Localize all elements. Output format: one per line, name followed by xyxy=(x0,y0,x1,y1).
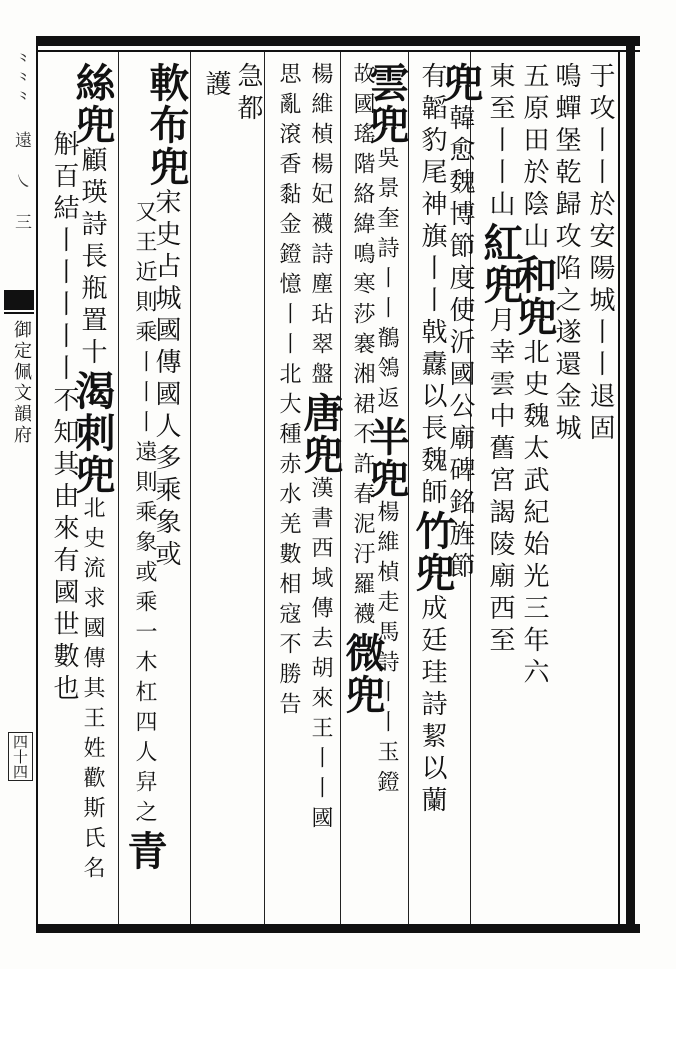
frame-top-thin-rule xyxy=(36,50,640,52)
frame-top-rule xyxy=(36,36,640,46)
text-column-4 xyxy=(477,62,524,918)
text-column-3 xyxy=(511,62,558,918)
text-column-10 xyxy=(268,62,308,918)
fish-tail-line xyxy=(4,312,34,314)
column-text: 漢書西域傳去胡來王丨丨國 xyxy=(308,476,333,836)
headword: 紅兜 xyxy=(477,222,524,306)
column-text: 思亂滾香黏金鐙憶丨丨 xyxy=(276,62,301,362)
page-number: 四十四 xyxy=(8,732,33,781)
column-text: 又王近則乘丨丨丨遠則乘象或乘一木杠四人舁之 xyxy=(132,200,157,830)
column-divider xyxy=(340,52,341,924)
column-text: 成廷珪詩絜以蘭 xyxy=(417,594,447,818)
margin-top-fragment: ⺀⺀⺀ 遠 ㇏ 三 xyxy=(11,52,31,232)
headword: 兜 xyxy=(437,62,484,104)
column-text: 顧瑛詩長瓶置十 xyxy=(77,146,107,370)
column-text: 鳴蟬堡乾歸攻陷之遂還金城 xyxy=(551,62,581,446)
text-column-6 xyxy=(409,62,456,918)
column-text: 楊維楨楊妃襪詩塵玷翠盤 xyxy=(308,62,333,392)
column-text: 北大種赤水羌數相寇不勝告 xyxy=(276,362,301,722)
headword: 雲兜 xyxy=(363,62,410,146)
column-text: 丨丨丨不知其由來有國世數也 xyxy=(49,290,79,706)
headword: 渴刺兜 xyxy=(69,370,116,496)
column-text: 北史魏太武紀始光三年六 xyxy=(519,338,549,690)
column-text: 月幸雲中舊宮謁陵廟西至 xyxy=(485,306,515,658)
column-text: 護 xyxy=(201,70,231,102)
text-column-12 xyxy=(196,70,236,926)
headword: 微兜 xyxy=(339,632,386,716)
column-text: 于攻丨丨於安陽城丨丨退固 xyxy=(585,62,615,446)
column-text: 吳景奎詩丨丨鶺鴒返 xyxy=(374,146,399,416)
column-text: 五原田於陰山 xyxy=(519,62,549,254)
column-text: 故國瑤階絡緯鳴寒莎 xyxy=(350,62,375,332)
column-divider xyxy=(190,52,191,924)
column-text: 宋史占城國傳國人多乘象或 xyxy=(151,188,181,572)
column-divider xyxy=(118,52,119,924)
headword: 青 xyxy=(121,830,168,872)
column-text: 有韜豹尾神旗丨丨戟纛以長魏師 xyxy=(417,62,447,510)
text-column-1 xyxy=(580,62,620,918)
headword: 竹兜 xyxy=(409,510,456,594)
headword: 絲兜 xyxy=(69,62,116,146)
frame-right-rule xyxy=(626,36,635,933)
text-column-8 xyxy=(339,62,386,918)
headword: 半兜 xyxy=(363,416,410,500)
frame-left-rule xyxy=(36,36,38,933)
column-text: 韓愈魏博節度使沂國公廟碑銘旌節 xyxy=(445,104,475,584)
column-text: 北史流求國傳其王姓歡斯氏名 xyxy=(80,496,105,886)
column-text: 急都 xyxy=(233,62,263,126)
column-text: 東至丨丨山 xyxy=(485,62,515,222)
column-text: 褰湘裙不許春泥汙羅襪 xyxy=(350,332,375,632)
fish-tail-mark xyxy=(4,290,34,310)
headword: 和兜 xyxy=(511,254,558,338)
text-column-16 xyxy=(44,130,84,986)
headword: 軟布兜 xyxy=(143,62,190,188)
column-text: 斛百結丨丨 xyxy=(49,130,79,290)
headword: 唐兜 xyxy=(297,392,344,476)
book-title: 御定佩文韻府 xyxy=(11,320,32,446)
column-text: 楊維楨走馬詩丨丨玉鐙 xyxy=(374,500,399,800)
